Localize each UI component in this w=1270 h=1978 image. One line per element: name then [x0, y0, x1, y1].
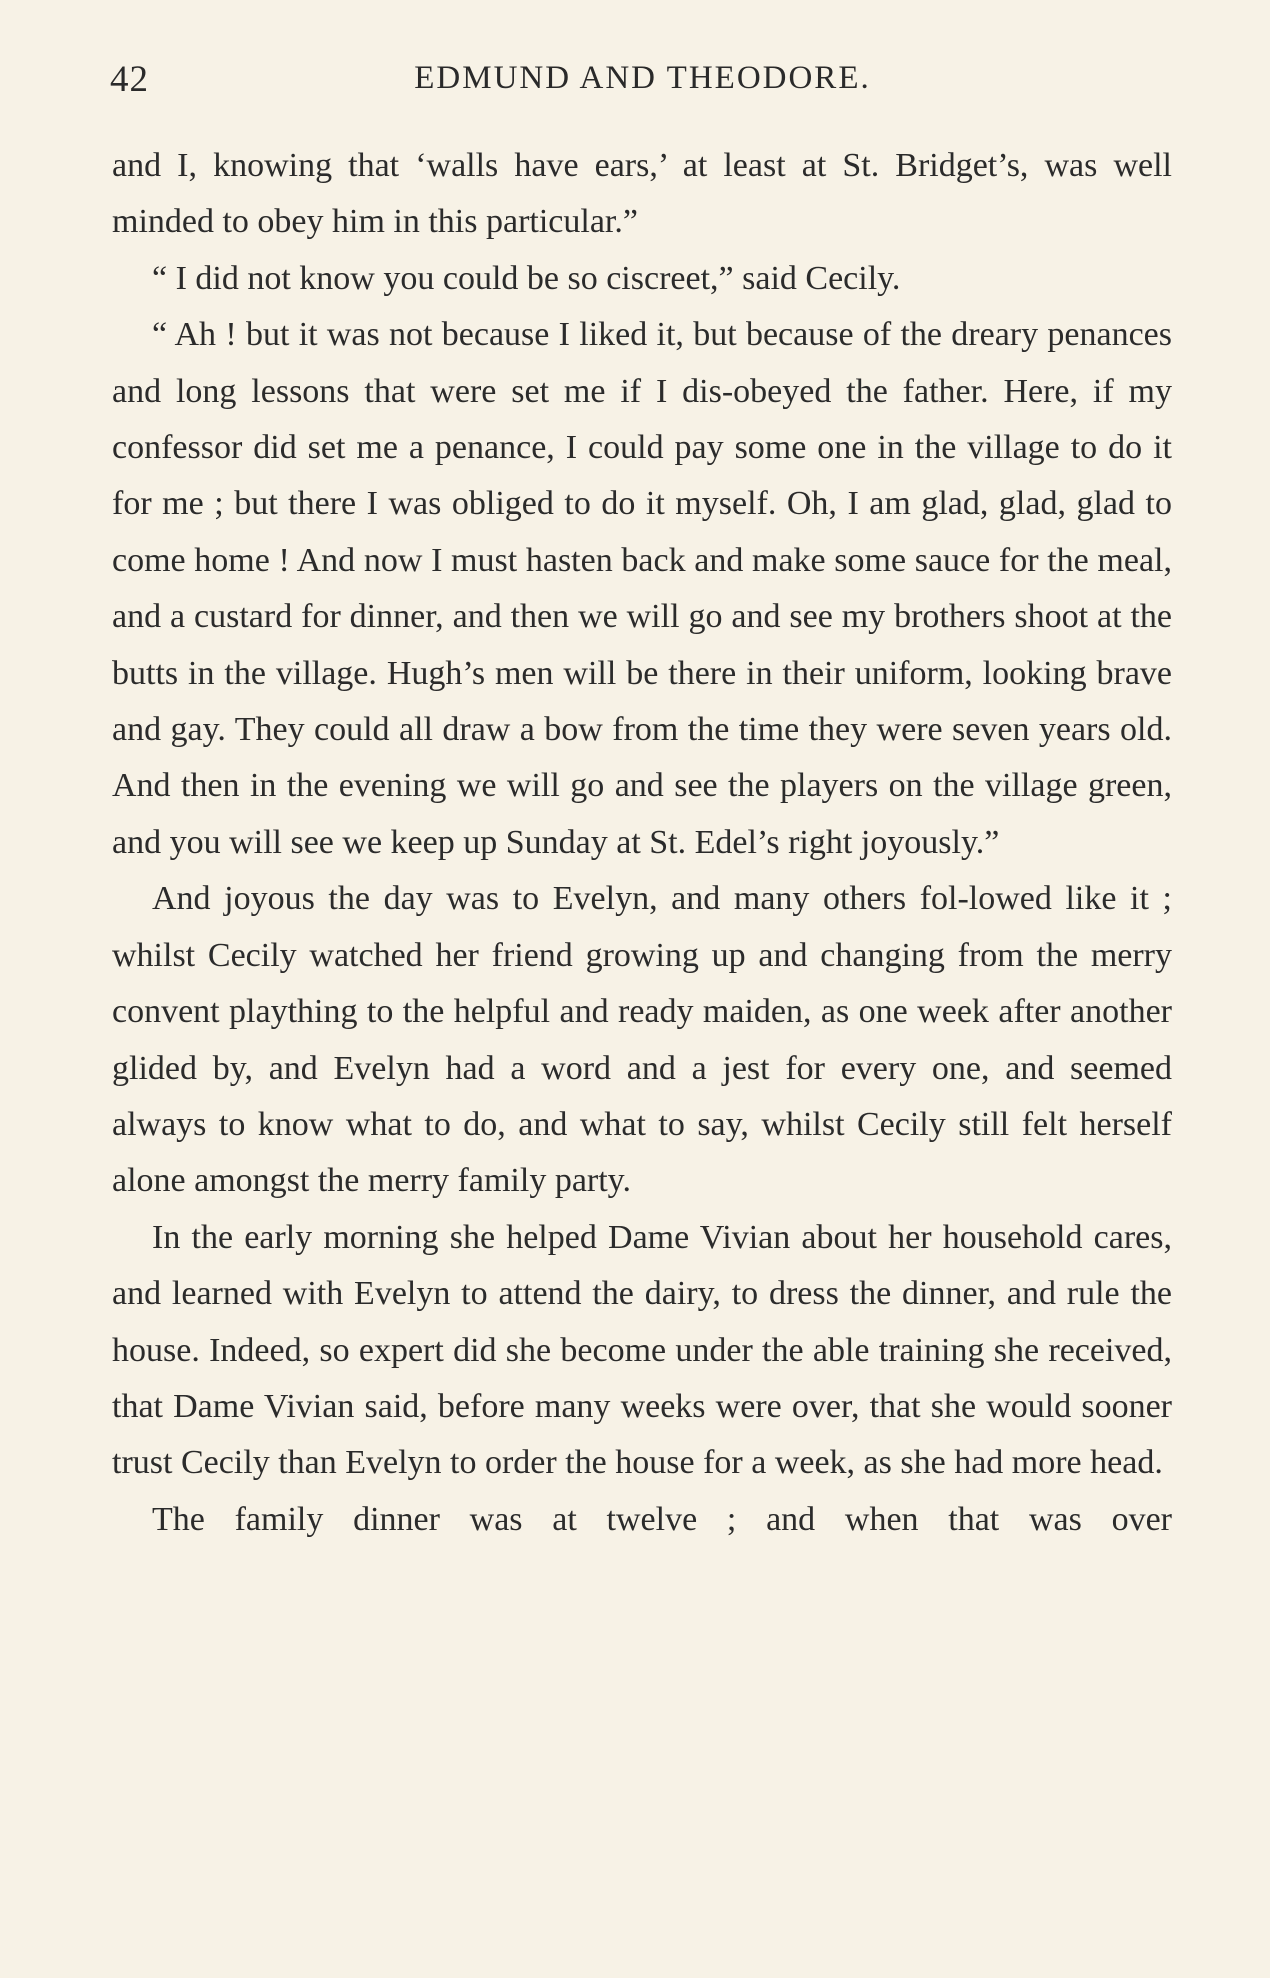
body-text	[112, 138, 1172, 1548]
paragraph-3: “ Ah ! but it was not because I liked it, but because of the dreary penances and long lessons that were set me if I dis-obeyed the father. Here, if my confessor did set me a penance, I could pay some one in the village to do it for me ; but there I was obliged to do it myself. Oh, I am glad, glad, glad to come home ! And now I must hasten back and make some sauce for the meal, and a custard for dinner, and then we will go and see my brothers shoot at the butts in the village. Hugh’s men will be there in their uniform, looking brave and gay. They could all draw a bow from the time they were seven years old. And then in the evening we will go and see the players on the village green, and you will see we keep up Sunday at St. Edel’s right joyously.”	[112, 316, 1172, 861]
paragraph-5: In the early morning she helped Dame Vivian about her household cares, and learned with Evelyn to attend the dairy, to dress the dinner, and rule the house. Indeed, so expert did she become under the able training she received, that Dame Vivian said, before many weeks were over, that she would sooner trust Cecily than Evelyn to order the house for a week, as she had more head.	[112, 1218, 1172, 1482]
paragraph-1: and I, knowing that ‘walls have ears,’ at least at St. Bridget’s, was well minded to obey him in this particular.”	[112, 147, 1172, 241]
paragraph-4: And joyous the day was to Evelyn, and many others fol-lowed like it ; whilst Cecily watched her friend growing up and changing from the merry convent plaything to the helpful and ready maiden, as one week after another glided by, and Evelyn had a word and a jest for every one, and seemed always to know what to do, and what to say, whilst Cecily still felt herself alone amongst the merry family party.	[112, 880, 1172, 1200]
page-header	[110, 58, 1175, 108]
paragraph-2: “ I did not know you could be so ciscreet,” said Cecily.	[152, 259, 901, 297]
running-title: EDMUND AND THEODORE.	[414, 60, 871, 96]
paragraph-6: The family dinner was at twelve ; and when that was over	[152, 1500, 1172, 1538]
page-number: 42	[110, 59, 149, 100]
